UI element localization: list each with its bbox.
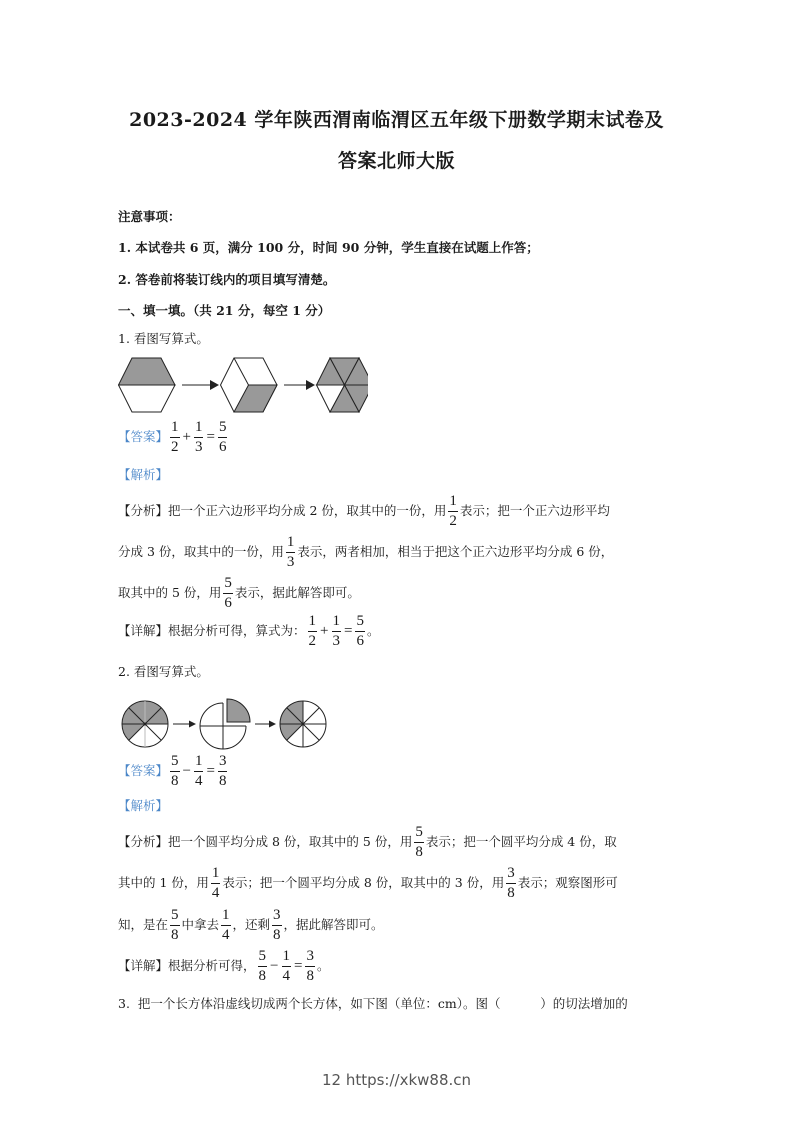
q1-prompt: 1. 看图写算式。 [118, 331, 209, 346]
notice-item-1: 1. 本试卷共 6 页，满分 100 分，时间 90 分钟，学生直接在试题上作答； [118, 240, 539, 255]
arrow-right-icon [173, 721, 196, 728]
q2-answer [118, 754, 229, 789]
circle-quarter-removed-icon [200, 699, 250, 749]
section-1-heading: 一、填一填。（共 21 分，每空 1 分） [118, 303, 331, 318]
document-title-line2: 答案北师大版 [337, 150, 455, 172]
q2-answer-equation: $\frac{5}{8}$ − $\frac{1}{4}$ = $\frac{3}{8}$ [171, 753, 227, 789]
arrow-right-icon [255, 721, 276, 728]
notice-item-2: 2. 答卷前将装订线内的项目填写清楚。 [118, 272, 336, 287]
q1-analysis-header: 【解析】 [118, 467, 169, 482]
q3-prompt: 3. 把一个长方体沿虚线切成两个长方体，如下图（单位：cm）。图（ ）的切法增加的 [118, 996, 628, 1011]
q1-analysis-line-3: 取其中的 5 份，用 $\frac{5}{6}$ 表示，据此解答即可。 [118, 575, 360, 611]
q2-detail: 【详解】 根据分析可得， $\frac{5}{8}$ − $\frac{1}{4}$ = $\frac{3}{8}$ 。 [118, 948, 330, 984]
circle-three-eighths-shaded-icon [280, 701, 326, 747]
hexagon-third-shaded-icon [221, 358, 278, 412]
hexagon-half-shaded-icon [119, 358, 176, 412]
page-footer[interactable]: 12 https://xkw88.cn [321, 1071, 472, 1089]
q2-prompt: 2. 看图写算式。 [118, 664, 209, 679]
q1-analysis-line-2: 分成 3 份，取其中的一份，用 $\frac{1}{3}$ 表示，两者相加，相当于把这个正六边形平均分成 6 份， [118, 534, 614, 570]
document-title-line1: 2023-2024 学年陕西渭南临渭区五年级下册数学期末试卷及 [129, 109, 664, 131]
hexagon-five-sixths-shaded-icon [317, 358, 369, 412]
q2-detail-equation: $\frac{5}{8}$ − $\frac{1}{4}$ = $\frac{3}{8}$ [258, 948, 314, 984]
arrow-right-icon [284, 380, 315, 390]
notice-heading: 注意事项： [118, 209, 181, 224]
q1-answer-equation: $\frac{1}{2}$ + $\frac{1}{3}$ = $\frac{5}{6}$ [171, 419, 227, 455]
q2-circle-figure [120, 693, 330, 751]
q1-analysis-line-1: 【分析】 把一个正六边形平均分成 2 份，取其中的一份，用 $\frac{1}{2}$ 表示；把一个正六边形平均 [118, 493, 610, 529]
q1-detail-equation: $\frac{1}{2}$ + $\frac{1}{3}$ = $\frac{5}{6}$ [308, 613, 364, 649]
answer-label: 【答案】 [118, 429, 169, 445]
q2-analysis-line-2: 其中的 1 份，用 $\frac{1}{4}$ 表示；把一个圆平均分成 8 份，取其中的 3 份，用 $\frac{3}{8}$ 表示；观察图形可 [118, 865, 618, 901]
answer-label: 【答案】 [118, 763, 169, 779]
q1-hexagon-figure [118, 355, 368, 417]
q2-analysis-line-3: 知，是在 $\frac{5}{8}$ 中拿去 $\frac{1}{4}$ ，还剩 $\frac{3}{8}$ ，据此解答即可。 [118, 907, 384, 943]
q1-answer [118, 420, 229, 455]
q2-analysis-header: 【解析】 [118, 798, 169, 813]
arrow-right-icon [182, 380, 219, 390]
circle-five-eighths-shaded-icon [122, 701, 168, 747]
q1-detail: 【详解】 根据分析可得，算式为： $\frac{1}{2}$ + $\frac{1}{3}$ = $\frac{5}{6}$ 。 [118, 613, 380, 649]
q2-analysis-line-1: 【分析】 把一个圆平均分成 8 份，取其中的 5 份，用 $\frac{5}{8}$ 表示；把一个圆平均分成 4 份，取 [118, 824, 617, 860]
